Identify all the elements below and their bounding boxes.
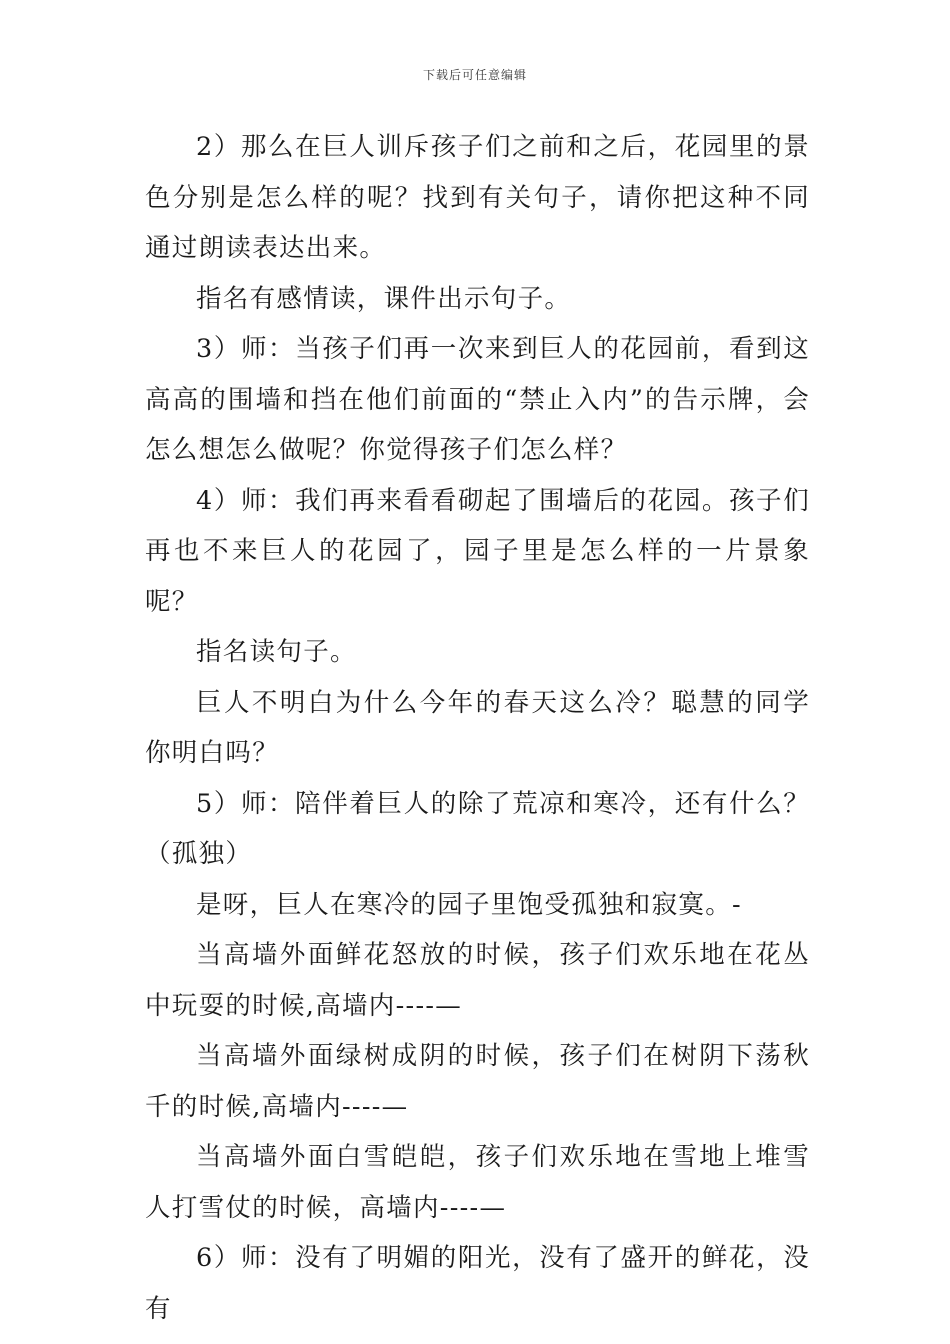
paragraph: 5）师：陪伴着巨人的除了荒凉和寒冷，还有什么？（孤独）	[145, 788, 810, 869]
paragraph: 是呀，巨人在寒冷的园子里饱受孤独和寂寞。-	[196, 889, 742, 920]
paragraph: 当高墙外面绿树成阴的时候，孩子们在树阴下荡秋千的时候,高墙内----—	[145, 1041, 810, 1122]
paragraph: 当高墙外面鲜花怒放的时候，孩子们欢乐地在花丛中玩耍的时候,高墙内----—	[145, 940, 810, 1021]
paragraph: 巨人不明白为什么今年的春天这么冷？聪慧的同学你明白吗？	[145, 687, 810, 768]
paragraph: 指名读句子。	[196, 637, 357, 667]
document-body	[145, 122, 810, 1334]
paragraph: 3）师：当孩子们再一次来到巨人的花园前，看到这高高的围墙和挡在他们前面的“禁止入内”的告示牌，会怎么想怎么做呢？你觉得孩子们怎么样？	[145, 334, 810, 465]
page-header-note: 下载后可任意编辑	[422, 68, 527, 82]
paragraph: 2）那么在巨人训斥孩子们之前和之后，花园里的景色分别是怎么样的呢？找到有关句子，请你把这种不同通过朗读表达出来。	[145, 132, 810, 263]
paragraph: 当高墙外面白雪皑皑，孩子们欢乐地在雪地上堆雪人打雪仗的时候，高墙内----—	[145, 1142, 810, 1223]
paragraph: 指名有感情读，课件出示句子。	[196, 283, 572, 314]
paragraph: 6）师：没有了明媚的阳光，没有了盛开的鲜花，没有	[145, 1243, 810, 1324]
paragraph: 4）师：我们再来看看砌起了围墙后的花园。孩子们再也不来巨人的花园了，园子里是怎么样的一片景象呢？	[145, 485, 810, 617]
